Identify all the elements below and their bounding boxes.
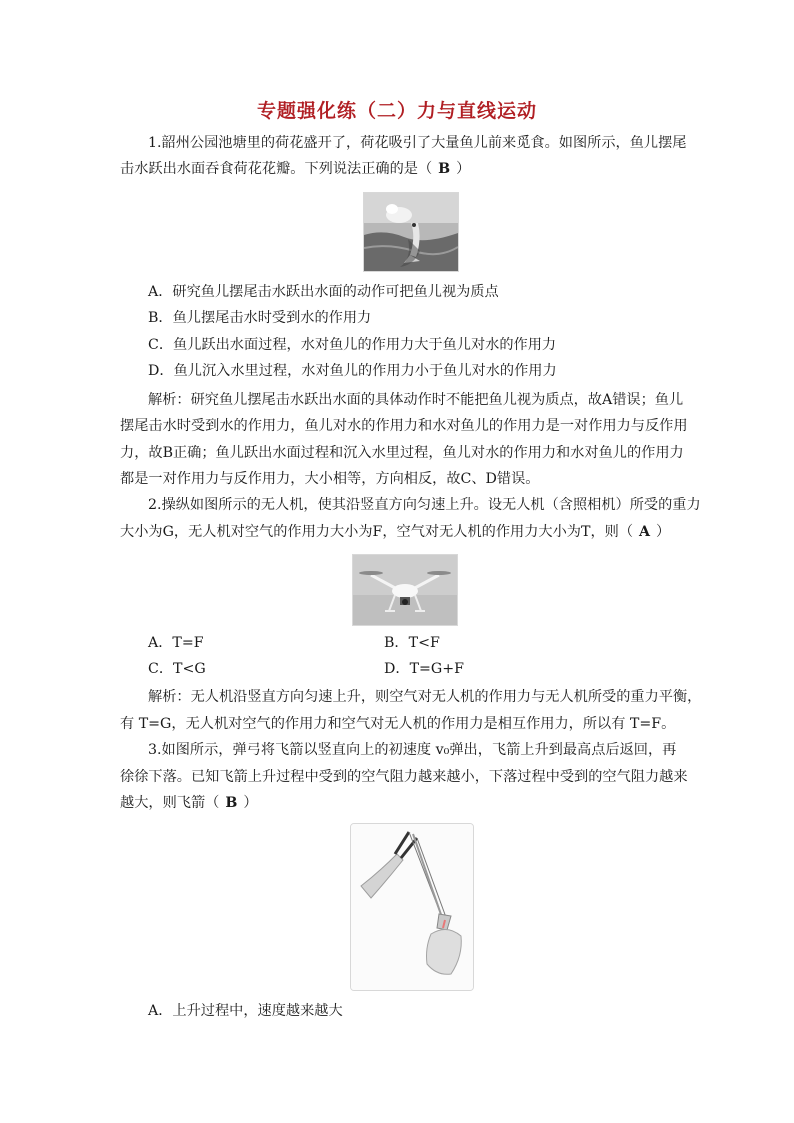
q3-stem-text: 越大，则飞箭（: [120, 795, 220, 811]
q3-stem-line-3: [120, 790, 258, 816]
q1-explanation-line-3: 力，故B正确；鱼儿跃出水面过程和沉入水里过程，鱼儿对水的作用力和水对鱼儿的作用力: [120, 445, 684, 461]
q3-option-a: A．上升过程中，速度越来越大: [148, 1003, 343, 1019]
drone-icon: [353, 555, 457, 625]
q1-option-a: A．研究鱼儿摆尾击水跃出水面的动作可把鱼儿视为质点: [148, 284, 499, 300]
q1-explanation-line-4: 都是一对作用力与反作用力，大小相等，方向相反，故C、D错误。: [120, 471, 540, 487]
q1-answer: B: [438, 161, 451, 177]
q2-option-b: B．T<F: [384, 635, 440, 651]
q1-stem-close: ）: [456, 161, 471, 177]
q2-option-a: A．T=F: [148, 635, 204, 651]
q1-explanation-line-2: 摆尾击水时受到水的作用力，鱼儿对水的作用力和水对鱼儿的作用力是一对作用力与反作用: [120, 418, 688, 434]
q1-stem-line-2: [120, 156, 470, 182]
slingshot-image: [350, 823, 474, 991]
q2-stem-line-2: [120, 519, 670, 545]
fish-jumping-icon: [364, 193, 458, 271]
q1-option-c: C．鱼儿跃出水面过程，水对鱼儿的作用力大于鱼儿对水的作用力: [148, 337, 557, 353]
q3-stem-line-2: 徐徐下落。已知飞箭上升过程中受到的空气阻力越来越小，下落过程中受到的空气阻力越来: [120, 769, 688, 785]
q2-stem-line-1: 2.操纵如图所示的无人机，使其沿竖直方向匀速上升。设无人机（含照相机）所受的重力: [148, 497, 701, 513]
q2-explanation-line-2: 有 T=G，无人机对空气的作用力和空气对无人机的作用力是相互作用力，所以有 T=F。: [120, 716, 676, 732]
q2-option-d: D．T=G+F: [384, 661, 464, 677]
q1-stem-line-1: 1.韶州公园池塘里的荷花盛开了，荷花吸引了大量鱼儿前来觅食。如图所示，鱼儿摆尾: [148, 135, 687, 151]
q1-option-d: D．鱼儿沉入水里过程，水对鱼儿的作用力小于鱼儿对水的作用力: [148, 363, 557, 379]
slingshot-hand-icon: [351, 824, 473, 990]
q2-stem-text: 大小为G，无人机对空气的作用力大小为F，空气对无人机的作用力大小为T，则（: [120, 524, 634, 540]
fish-image: [363, 192, 459, 272]
q3-stem-line-1: 3.如图所示，弹弓将飞箭以竖直向上的初速度 v₀弹出，飞箭上升到最高点后返回，再: [148, 742, 677, 758]
q2-explanation-line-1: 解析：无人机沿竖直方向匀速上升，则空气对无人机的作用力与无人机所受的重力平衡，: [148, 689, 702, 705]
drone-image: [352, 554, 458, 626]
q2-option-c: C．T<G: [148, 661, 206, 677]
q2-answer: A: [639, 524, 651, 540]
q3-stem-close: ）: [243, 795, 258, 811]
q1-explanation-line-1: 解析：研究鱼儿摆尾击水跃出水面的具体动作时不能把鱼儿视为质点，故A错误；鱼儿: [148, 392, 684, 408]
page-title: 专题强化练（二）力与直线运动: [256, 100, 537, 122]
q1-stem-text: 击水跃出水面吞食荷花花瓣。下列说法正确的是（: [120, 161, 433, 177]
q3-answer: B: [225, 795, 238, 811]
q1-option-b: B．鱼儿摆尾击水时受到水的作用力: [148, 310, 372, 326]
q2-stem-close: ）: [656, 524, 671, 540]
